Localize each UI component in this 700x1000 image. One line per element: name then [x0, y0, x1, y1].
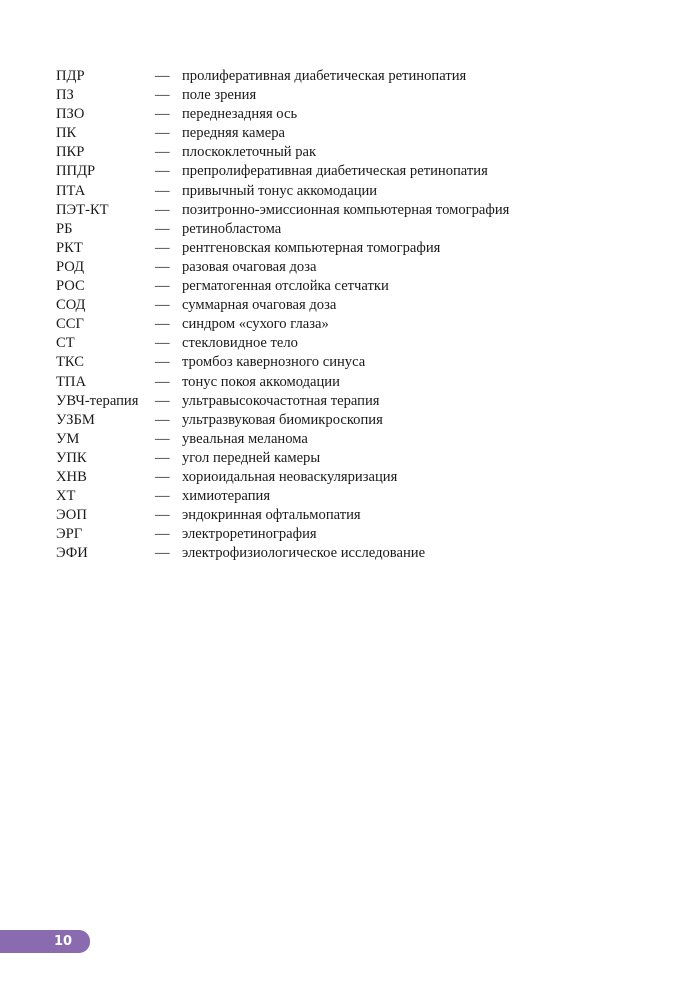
abbreviation-definition: эндокринная офтальмопатия [182, 507, 361, 524]
abbreviation-definition: угол передней камеры [182, 449, 321, 466]
em-dash-separator: — [155, 278, 170, 295]
abbreviation-definition: увеальная меланома [182, 430, 308, 447]
abbreviation-row [56, 277, 656, 296]
abbreviation-term: СТ [56, 335, 75, 352]
em-dash-separator: — [155, 507, 170, 524]
abbreviation-definition: суммарная очаговая доза [182, 297, 337, 314]
abbreviation-row [56, 239, 656, 258]
abbreviation-row [56, 143, 656, 162]
abbreviation-row [56, 506, 656, 525]
abbreviation-definition: химиотерапия [182, 488, 271, 505]
abbreviation-row [56, 353, 656, 372]
abbreviation-row [56, 220, 656, 239]
abbreviation-term: ХНВ [56, 468, 87, 485]
em-dash-separator: — [155, 297, 170, 314]
abbreviation-term: УМ [56, 430, 80, 447]
abbreviation-definition: плоскоклеточный рак [182, 144, 317, 161]
abbreviation-term: ССГ [56, 316, 84, 333]
em-dash-separator: — [155, 316, 170, 333]
abbreviation-definition: позитронно-эмиссионная компьютерная томография [182, 201, 510, 218]
abbreviation-row [56, 449, 656, 468]
em-dash-separator: — [155, 106, 170, 123]
abbreviation-term: ЭФИ [56, 545, 88, 562]
abbreviation-definition: электроретинография [182, 526, 317, 543]
abbreviation-definition: поле зрения [182, 87, 257, 104]
abbreviation-term: РБ [56, 220, 73, 237]
abbreviation-row [56, 430, 656, 449]
em-dash-separator: — [155, 449, 170, 466]
abbreviation-definition: разовая очаговая доза [182, 258, 317, 275]
em-dash-separator: — [155, 125, 170, 142]
abbreviation-row [56, 258, 656, 277]
abbreviation-definition: препролиферативная диабетическая ретинопатия [182, 163, 488, 180]
abbreviation-definition: привычный тонус аккомодации [182, 182, 378, 199]
em-dash-separator: — [155, 373, 170, 390]
abbreviation-definition: хориоидальная неоваскуляризация [182, 468, 398, 485]
abbreviation-term: ТКС [56, 354, 85, 371]
abbreviation-definition: тонус покоя аккомодации [182, 373, 340, 390]
em-dash-separator: — [155, 87, 170, 104]
abbreviation-definition: электрофизиологическое исследование [182, 545, 426, 562]
em-dash-separator: — [155, 68, 170, 84]
em-dash-separator: — [155, 335, 170, 352]
page-number-tab [0, 930, 90, 953]
abbreviation-term: ПЗ [56, 87, 74, 104]
em-dash-separator: — [155, 526, 170, 543]
em-dash-separator: — [155, 182, 170, 199]
abbreviation-term: ПТА [56, 182, 86, 199]
abbreviation-row [56, 392, 656, 411]
abbreviation-definition: пролиферативная диабетическая ретинопатия [182, 68, 467, 84]
abbreviation-definition: стекловидное тело [182, 335, 298, 352]
em-dash-separator: — [155, 220, 170, 237]
abbreviation-definition: тромбоз кавернозного синуса [182, 354, 366, 371]
abbreviation-row [56, 315, 656, 334]
abbreviation-row [56, 162, 656, 181]
abbreviation-term: ЭРГ [56, 526, 83, 543]
abbreviation-row [56, 296, 656, 315]
abbreviation-definition: рентгеновская компьютерная томография [182, 239, 441, 256]
abbreviation-list [56, 67, 656, 563]
em-dash-separator: — [155, 545, 170, 562]
abbreviation-term: ПЭТ-КТ [56, 201, 109, 218]
abbreviation-row [56, 525, 656, 544]
abbreviation-row [56, 487, 656, 506]
abbreviation-row [56, 334, 656, 353]
abbreviation-row [56, 373, 656, 392]
em-dash-separator: — [155, 468, 170, 485]
abbreviation-term: РКТ [56, 239, 83, 256]
abbreviation-term: ЭОП [56, 507, 87, 524]
abbreviation-term: ТПА [56, 373, 86, 390]
abbreviation-term: ПЗО [56, 106, 85, 123]
abbreviation-row [56, 182, 656, 201]
em-dash-separator: — [155, 354, 170, 371]
em-dash-separator: — [155, 488, 170, 505]
em-dash-separator: — [155, 144, 170, 161]
abbreviation-definition: ультравысокочастотная терапия [182, 392, 380, 409]
page-number: 10 [53, 934, 73, 949]
em-dash-separator: — [155, 239, 170, 256]
abbreviation-term: ХТ [56, 488, 76, 505]
em-dash-separator: — [155, 201, 170, 218]
em-dash-separator: — [155, 430, 170, 447]
em-dash-separator: — [155, 392, 170, 409]
em-dash-separator: — [155, 163, 170, 180]
em-dash-separator: — [155, 411, 170, 428]
abbreviation-definition: переднезадняя ось [182, 106, 298, 123]
abbreviation-row [56, 468, 656, 487]
abbreviation-row [56, 86, 656, 105]
abbreviation-term: РОД [56, 258, 85, 275]
abbreviation-definition: передняя камера [182, 125, 286, 142]
abbreviation-row [56, 411, 656, 430]
abbreviation-definition: ультразвуковая биомикроскопия [182, 411, 383, 428]
abbreviation-term: ППДР [56, 163, 96, 180]
abbreviation-term: УЗБМ [56, 411, 95, 428]
abbreviation-row [56, 201, 656, 220]
abbreviation-term: ПДР [56, 68, 85, 84]
abbreviation-term: УПК [56, 449, 87, 466]
abbreviation-term: РОС [56, 278, 85, 295]
abbreviation-definition: регматогенная отслойка сетчатки [182, 278, 389, 295]
em-dash-separator: — [155, 258, 170, 275]
abbreviation-definition: синдром «сухого глаза» [182, 316, 329, 333]
abbreviation-term: СОД [56, 297, 86, 314]
abbreviation-term: ПК [56, 125, 77, 142]
abbreviation-row [56, 544, 656, 563]
abbreviation-definition: ретинобластома [182, 220, 282, 237]
abbreviation-term: УВЧ-терапия [56, 392, 139, 409]
abbreviation-row [56, 105, 656, 124]
abbreviation-row [56, 124, 656, 143]
abbreviation-term: ПКР [56, 144, 85, 161]
abbreviation-row [56, 67, 656, 86]
